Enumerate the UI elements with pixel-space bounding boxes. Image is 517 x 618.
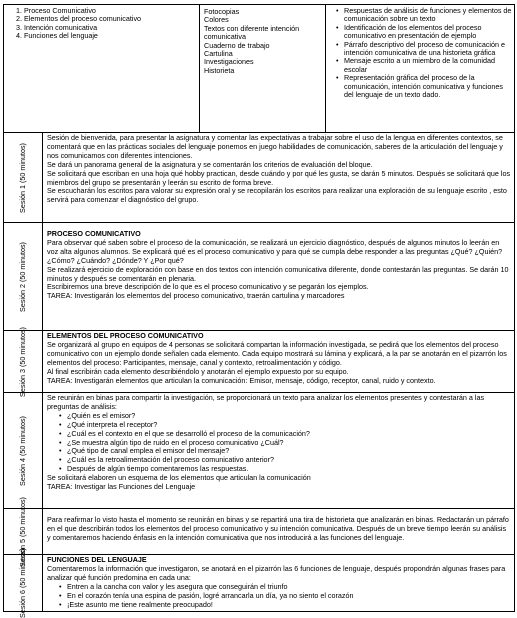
session-paragraph: Se dará un panorama general de la asignatura y se comentarán los criterios de evaluación del bloque. xyxy=(47,159,373,169)
material-item: Historieta xyxy=(204,65,235,75)
session-paragraph: Comentaremos la información que investigaron, se anotará en el pizarrón las 6 funciones de lenguaje, después propondrán algunas frases para analizar qué función predomina en cada una: xyxy=(47,563,506,582)
session-paragraph: TAREA: Investigarán los elementos del proceso comunicativo, traerán cartulina y marcadores xyxy=(47,291,345,301)
list-item: • ¿Se muestra algún tipo de ruido en el proceso comunicativo ¿Cuál? xyxy=(61,439,511,448)
session-content xyxy=(43,133,515,223)
session-row xyxy=(4,393,515,509)
session-label: Sesión 4 (50 minutos) xyxy=(18,415,27,486)
session-content xyxy=(43,223,515,331)
list-item: • Después de algún tiempo comentaremos las respuestas. xyxy=(61,465,511,474)
session-paragraph: Se realizará ejercicio de exploración con base en dos textos con intención comunicativa diferente, donde contestarán las preguntas. Se darán 10 minutos y después se comentarán en plenaria. xyxy=(47,264,509,283)
session-paragraph: Para observar qué saben sobre el proceso de la comunicación, se realizará un ejercicio diagnóstico, después de algunos minutos lo leerán en voz alta algunos alumnos. Se explicará qué es el proceso comunicativo y para qué se cumpla debe responder a las preguntas ¿Qué? ¿Quién? ¿Cómo? ¿Cuándo? ¿Dónde? Y ¿Por qué? xyxy=(47,237,503,265)
topics-cell xyxy=(4,5,200,133)
session-heading: ELEMENTOS DEL PROCESO COMUNICATIVO xyxy=(47,331,204,340)
material-item: Textos con diferente intención comunicativa xyxy=(204,23,300,42)
list-item: • ¿Qué interpreta el receptor? xyxy=(61,421,511,430)
list-item: • ¿Cuál es la retroalimentación del proceso comunicativo anterior? xyxy=(61,456,511,465)
session-paragraph: Se solicitará que escriban en una hoja qué hobby practican, desde cuándo y por qué les gusta, se darán 5 minutos. Después se solicitará que los miembros del grupo se presentarán y leerán su escrito de forma breve. xyxy=(47,168,511,187)
topic-item: 1. Proceso Comunicativo xyxy=(24,7,199,15)
evidence-item: • Mensaje escrito a un miembro de la comunidad escolar xyxy=(344,57,512,74)
session-paragraph: Se solicitará elaboren un esquema de los elementos que articulan la comunicación xyxy=(47,473,311,483)
session-heading: FUNCIONES DEL LENGUAJE xyxy=(47,555,147,564)
session-paragraph: Al final escribirán cada elemento describiéndolo y anotarán el ejemplo expuesto por su equipo. xyxy=(47,366,349,376)
session-paragraph: Escribiremos una breve descripción de lo que es el proceso comunicativo y se pegarán los ejemplos. xyxy=(47,282,369,292)
session-row xyxy=(4,331,515,393)
session-label-cell xyxy=(4,548,43,618)
phrase-list xyxy=(47,583,511,610)
list-item: • ¿Qué tipo de canal emplea el emisor del mensaje? xyxy=(61,447,511,456)
session-row xyxy=(4,509,515,555)
material-item: Cartulina xyxy=(204,49,233,59)
materials-cell xyxy=(200,5,326,133)
session-paragraph: TAREA: Investigarán elementos que articulan la comunicación: Emisor, mensaje, código, receptor, canal, ruido y contexto. xyxy=(47,375,436,385)
evidence-item: • Respuestas de análisis de funciones y elementos de comunicación sobre un texto xyxy=(344,7,512,24)
session-paragraph: Para reafirmar lo visto hasta el momento se reunirán en binas y se repartirá una tira de historieta que analizarán en binas. Redactarán un párrafo en el que describirán todos los elementos del proceso comunicativo y su intención comunicativa. Después de un breve tiempo leerán su análisis y comentaremos haciendo énfasis en la intención comunicativa que nos introducirá a las funciones del lenguaje. xyxy=(47,515,509,542)
session-paragraph: Se organizará al grupo en equipos de 4 personas se solicitará compartan la información investigada, se pedirá que los elementos del proceso comunicativo con un ejemplo donde señalen cada elemento. Cada equipo mostrará su lámina y explicará, a la par se anotarán en el pizarrón los elementos del proceso: Participantes, mensaje, canal y contexto, retroalimentación y código. xyxy=(47,339,507,367)
question-list xyxy=(47,412,511,474)
list-item: • ¿Quién es el emisor? xyxy=(61,412,511,421)
topic-item: 2. Elementos del proceso comunicativo xyxy=(24,15,199,23)
session-label-cell xyxy=(4,223,43,331)
material-item: Fotocopias xyxy=(204,7,240,16)
session-content xyxy=(43,555,515,612)
session-label: Sesión 2 (50 minutos) xyxy=(18,241,27,312)
topic-item: 4. Funciones del lenguaje xyxy=(24,32,199,40)
session-paragraph: Se escucharán los escritos para valorar su expresión oral y se recopilarán los escritos para realizar una exploración de su lenguaje escrito , esto servirá para comenzar el diagnóstico del grupo. xyxy=(47,186,507,205)
material-item: Colores xyxy=(204,15,229,25)
material-item: Investigaciones xyxy=(204,57,254,67)
session-row xyxy=(4,133,515,223)
topics-list xyxy=(4,7,199,41)
session-label: Sesión 1 (50 minutos) xyxy=(18,142,27,213)
list-item: • ¿Cuál es el contexto en el que se desarrolló el proceso de la comunicación? xyxy=(61,430,511,439)
session-content xyxy=(43,393,515,509)
session-paragraph: TAREA: Investigar las Funciones del Lenguaje xyxy=(47,482,196,492)
list-item: • En el corazón tenía una espina de pasión, logré arrancarla un día, ya no siento el corazón xyxy=(61,592,511,601)
evidence-item: • Párrafo descriptivo del proceso de comunicación e intención comunicativa de una historieta gráfica xyxy=(344,41,512,58)
session-label: Sesión 3 (50 minutos) xyxy=(18,326,27,397)
evidence-cell xyxy=(326,5,515,133)
session-content xyxy=(43,331,515,393)
session-label: Sesión 5 (50 minutos) xyxy=(18,496,27,567)
session-content xyxy=(43,509,515,555)
session-row xyxy=(4,223,515,331)
list-item: • Entren a la cancha con valor y les asegura que conseguirán el triunfo xyxy=(61,583,511,592)
session-heading: PROCESO COMUNICATIVO xyxy=(47,229,141,238)
header-row xyxy=(4,5,515,133)
session-paragraph: Se reunirán en binas para compartir la investigación, se proporcionará un texto para analizar los elementos presentes y contestarán a las preguntas de análisis: xyxy=(47,393,485,411)
session-paragraph: Sesión de bienvenida, para presentar la asignatura y comentar las expectativas a trabajar sobre el uso de la lengua en diferentes contextos, se comentará que en las prácticas sociales del lenguaje ponemos en juego habilidades de comunicación, saberes de la articulación del lenguaje y nos comunicamos con diferentes intenciones. xyxy=(47,133,503,160)
session-label-cell xyxy=(4,133,43,223)
session-row xyxy=(4,555,515,612)
evidence-list xyxy=(326,7,512,99)
list-item: • ¡Este asunto me tiene realmente preocupado! xyxy=(61,601,511,610)
material-item: Cuaderno de trabajo xyxy=(204,40,270,50)
session-label-cell xyxy=(4,326,43,397)
topic-item: 3. Intención comunicativa xyxy=(24,24,199,32)
session-label-cell xyxy=(4,393,43,509)
evidence-item: • Identificación de los elementos del proceso comunicativo en presentación de ejemplo xyxy=(344,24,512,41)
lesson-plan-table xyxy=(3,4,515,618)
session-label: Sesión 6 (50 minutos) xyxy=(18,548,27,618)
evidence-item: • Representación gráfica del proceso de la comunicación, intención comunicativa y funciones del lenguaje de un texto dado. xyxy=(344,74,512,99)
